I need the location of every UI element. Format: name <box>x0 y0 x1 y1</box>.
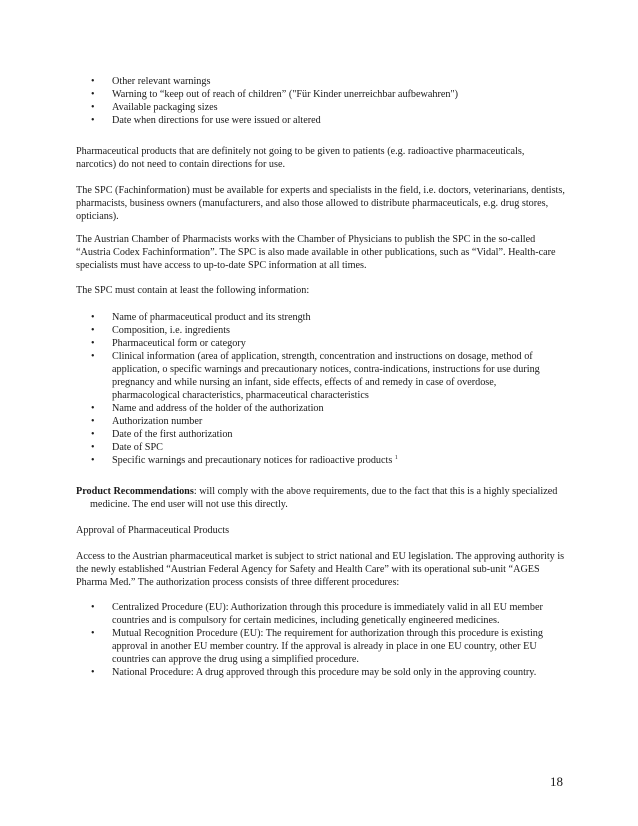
warnings-list <box>76 75 566 127</box>
list-item: • National Procedure: A drug approved through this procedure may be sold only in the approving country. <box>91 667 537 678</box>
procedures-list <box>76 601 566 679</box>
bullet-icon: • <box>91 325 95 336</box>
bullet-icon: • <box>91 602 95 613</box>
list-item: • Pharmaceutical form or category <box>91 338 246 349</box>
list-item: • Mutual Recognition Procedure (EU): The requirement for authorization through this procedure is existing approval in another EU member country. If the approval is already in place in one EU country, other EU countries can approve the drug using a simplified procedure. <box>91 628 543 665</box>
paragraph-spc-availability: The SPC (Fachinformation) must be available for experts and specialists in the field, i.e. doctors, veterinarians, dentists, pharmacists, business owners (manufacturers, and also those allowed to distribute pharmaceuticals, e.g. drug stores, opticians). <box>76 185 565 222</box>
bullet-icon: • <box>91 403 95 414</box>
list-item: • Date of the first authorization <box>91 429 233 440</box>
bullet-icon: • <box>91 628 95 639</box>
bullet-icon: • <box>91 115 95 126</box>
paragraph-market-access: Access to the Austrian pharmaceutical market is subject to strict national and EU legislation. The approving authority is the newly established “Austrian Federal Agency for Safety and Health Care” with its operational sub-unit “AGES Pharma Med.” The authorization process consists of three different procedures: <box>76 551 565 588</box>
paragraph-non-patient: Pharmaceutical products that are definitely not going to be given to patients (e.g. radioactive pharmaceuticals, narcotics) do not need to contain directions for use. <box>76 146 525 170</box>
list-item: • Other relevant warnings <box>91 76 211 87</box>
paragraph-chamber: The Austrian Chamber of Pharmacists works with the Chamber of Physicians to publish the SPC in the so-called “Austria Codex Fachinformation”. The SPC is also made available in other publications, such as “Vidal”. Health-care specialists must have access to up-to-date SPC information at all times. <box>76 234 556 271</box>
section-heading-approval: Approval of Pharmaceutical Products <box>76 525 230 536</box>
list-item: • Composition, i.e. ingredients <box>91 325 230 336</box>
list-item: • Authorization number <box>91 416 203 427</box>
bullet-icon: • <box>91 76 95 87</box>
list-item: • Warning to “keep out of reach of children” ("Für Kinder unerreichbar aufbewahren") <box>91 89 459 100</box>
recommendation-label: Product Recommendations <box>76 486 194 497</box>
recommendation-text: : will comply with the above requirements, due to the fact that this is a highly specialized medicine. The end user will not use this directly. <box>90 486 558 510</box>
bullet-icon: • <box>91 429 95 440</box>
bullet-icon: • <box>91 442 95 453</box>
list-item: • Clinical information (area of application, strength, concentration and instructions on dosage, method of application, o specific warnings and precautionary notices, contra-indications, instructions for use during pregnancy and while nursing an infant, side effects, effects of and remedy in case of overdose, pharmacological characteristics, pharmaceutical characteristics <box>91 351 540 401</box>
list-item: • Date of SPC <box>91 442 163 453</box>
bullet-icon: • <box>91 89 95 100</box>
spc-list <box>76 311 566 467</box>
paragraph-spc-contents-intro: The SPC must contain at least the following information: <box>76 285 310 296</box>
bullet-icon: • <box>91 416 95 427</box>
list-item: • Name and address of the holder of the authorization <box>91 403 324 414</box>
page-number: 18 <box>550 774 563 789</box>
bullet-icon: • <box>91 312 95 323</box>
list-item: • Available packaging sizes <box>91 102 218 113</box>
bullet-icon: • <box>91 338 95 349</box>
bullet-icon: • <box>91 455 95 466</box>
list-item: • Specific warnings and precautionary notices for radioactive products $^1$ <box>91 455 398 466</box>
list-item: • Centralized Procedure (EU): Authorization through this procedure is immediately valid in all EU member countries and is compulsory for certain medicines, including genetically engineered medicines. <box>91 602 543 626</box>
bullet-icon: • <box>91 667 95 678</box>
list-item: • Date when directions for use were issued or altered <box>91 115 321 126</box>
footnote-reference[interactable]: 1 <box>394 455 398 461</box>
bullet-icon: • <box>91 102 95 113</box>
product-recommendations <box>76 485 580 511</box>
list-item: • Name of pharmaceutical product and its strength <box>91 312 311 323</box>
bullet-icon: • <box>91 351 95 362</box>
